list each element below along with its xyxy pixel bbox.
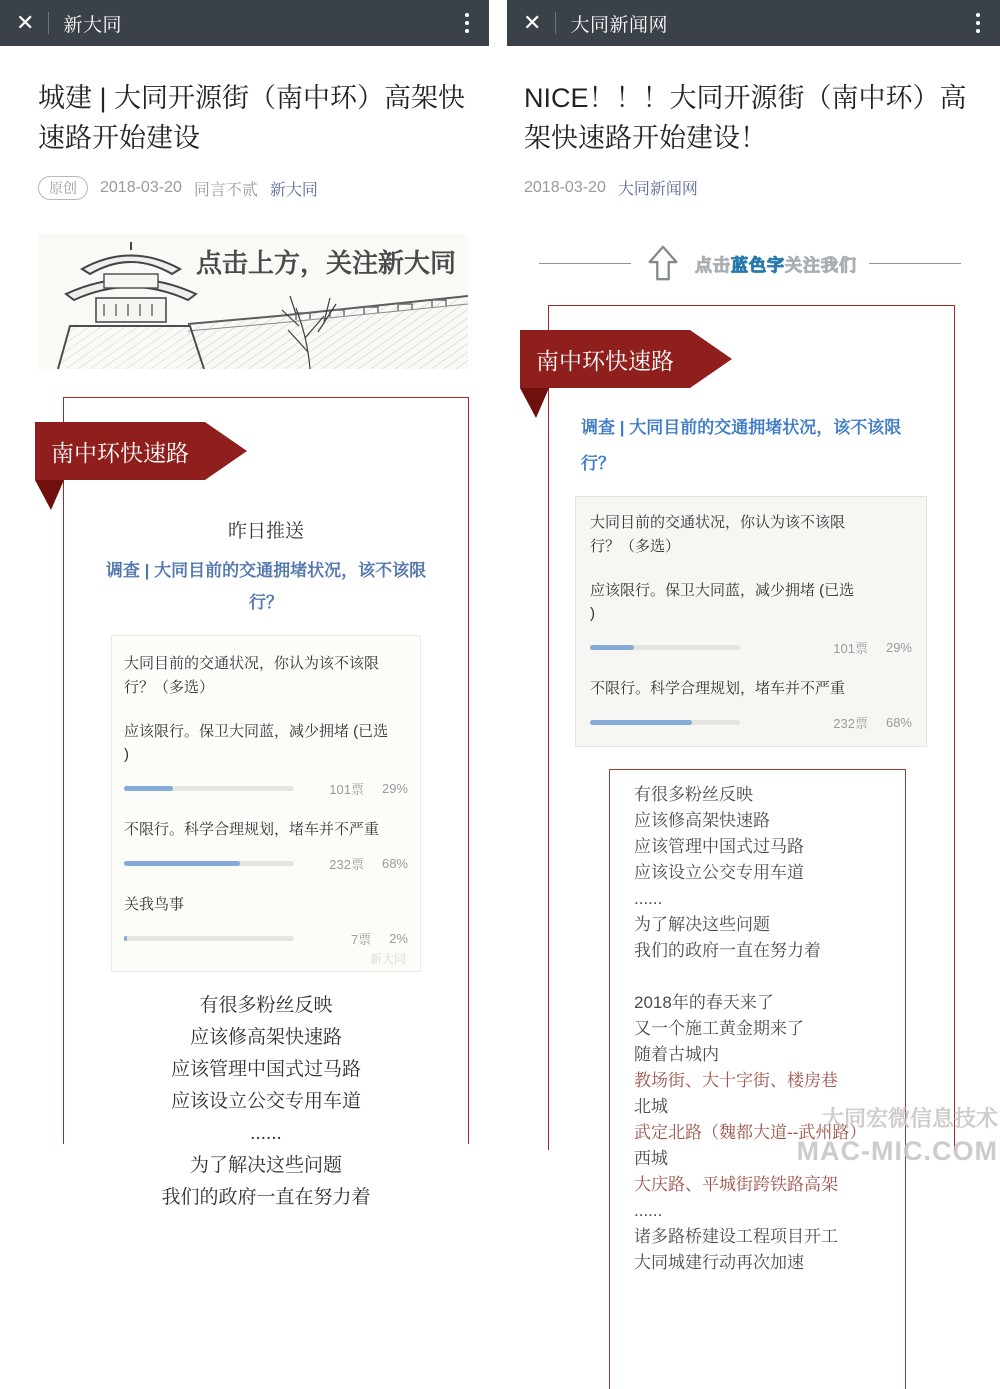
site-watermark — [797, 1103, 998, 1167]
paragraph-line: 为了解决这些问题 — [189, 1155, 342, 1176]
up-arrow-icon — [643, 243, 683, 283]
close-icon[interactable]: ✕ — [16, 10, 35, 35]
poll-result-row — [124, 779, 408, 798]
paragraph-line: 教场街、大十字街、楼房巷 — [634, 1071, 838, 1090]
paragraph-line: 应该设立公交专用车道 — [634, 863, 804, 882]
follow-prefix: 点击 — [695, 255, 731, 275]
left-titlebar — [0, 0, 489, 46]
vote-count: 101票 — [833, 641, 868, 656]
titlebar-divider — [48, 12, 49, 34]
poll-article-link[interactable]: 调查 | 大同目前的交通拥堵状况，该不该限行？ — [581, 418, 902, 473]
paragraph-line: ...... — [634, 889, 663, 908]
kebab-menu-icon[interactable] — [461, 9, 473, 37]
poll-result-row — [590, 713, 912, 732]
author-name: 同言不贰 — [193, 181, 258, 199]
poll-screenshot — [111, 635, 421, 972]
poll-option-label — [124, 818, 408, 841]
inner-red-text-box — [609, 769, 906, 1389]
vote-count: 232票 — [329, 857, 364, 872]
paragraph-line: ...... — [250, 1123, 282, 1144]
watermark-line1: 大同宏微信息技术 — [821, 1106, 998, 1131]
poll-watermark: 新大同 — [369, 952, 406, 966]
vote-count: 7票 — [350, 932, 372, 947]
poll-article-link[interactable]: 调查 | 大同目前的交通拥堵状况，该不该限行？ — [105, 561, 427, 612]
app-title: 大同新闻网 — [570, 14, 668, 36]
kebab-menu-icon[interactable] — [972, 9, 984, 37]
bar-track — [124, 861, 294, 866]
section-ribbon — [520, 330, 732, 420]
red-frame-box — [51, 397, 469, 1208]
bar-track — [124, 936, 294, 941]
bar-fill — [124, 861, 240, 866]
paragraph-line: ...... — [634, 1201, 663, 1220]
paragraph-line: 大庆路、平城街跨铁路高架 — [634, 1175, 838, 1194]
poll-option-text: 不限行。科学合理规划，堵车并不严重 — [590, 680, 846, 697]
original-badge: 原创 — [38, 176, 88, 200]
vote-percent: 29% — [885, 640, 912, 655]
vote-percent: 68% — [885, 715, 912, 730]
poll-option-text-wrap: ) — [590, 605, 595, 622]
account-link[interactable]: 新大同 — [269, 181, 318, 199]
article-title: 城建 | 大同开源街（南中环）高架快速路开始建设 — [38, 83, 466, 153]
account-link[interactable]: 大同新闻网 — [617, 181, 698, 198]
article-title: NICE！！！大同开源街（南中环）高架快速路开始建设！ — [524, 83, 967, 153]
poll-option-text: 不限行。科学合理规划，堵车并不严重 — [124, 821, 380, 838]
article-meta — [38, 176, 500, 200]
paragraph-line: 武定北路（魏都大道--武州路） — [634, 1123, 867, 1142]
paragraph-line: 为了解决这些问题 — [634, 915, 770, 934]
ribbon-label: 南中环快速路 — [536, 348, 674, 374]
divider-line — [539, 263, 631, 264]
right-article-screenshot — [500, 0, 1000, 1272]
yesterday-push-label: 昨日推送 — [227, 521, 304, 542]
app-title: 新大同 — [63, 14, 122, 36]
poll-option-label — [590, 677, 912, 700]
banner-caption: 点击上方，关注新大同 — [195, 248, 456, 278]
publish-date: 2018-03-20 — [100, 179, 182, 196]
bar-track — [590, 720, 740, 725]
poll-option-text: 应该限行。保卫大同蓝，减少拥堵 (已选 — [590, 582, 855, 599]
bar-track — [590, 645, 740, 650]
paragraph-line: 诸多路桥建设工程项目开工 — [634, 1227, 838, 1246]
follow-caption — [695, 251, 857, 276]
left-article-screenshot — [0, 0, 500, 1208]
article-paragraph — [634, 782, 905, 964]
city-wall-sketch-image — [38, 234, 468, 369]
paragraph-line: 应该修高架快速路 — [634, 811, 770, 830]
paragraph-line: 北城 — [634, 1097, 668, 1116]
bar-fill — [590, 720, 692, 725]
vote-percent: 68% — [381, 856, 408, 871]
paragraph-line: 我们的政府一直在努力着 — [634, 941, 821, 960]
bar-fill — [590, 645, 634, 650]
bar-fill — [124, 936, 127, 941]
follow-highlight: 蓝色字 — [731, 255, 785, 275]
paragraph-line: 应该管理中国式过马路 — [170, 1059, 361, 1080]
vote-count: 101票 — [329, 782, 364, 797]
bar-fill — [124, 786, 173, 791]
poll-option-label — [124, 720, 408, 766]
paragraph-line: 应该管理中国式过马路 — [634, 837, 804, 856]
divider-line — [869, 263, 961, 264]
poll-option-text: 应该限行。保卫大同蓝，减少拥堵 (已选 — [124, 723, 389, 740]
bar-track — [124, 786, 294, 791]
poll-question: 大同目前的交通状况，你认为该不该限行？（多选） — [124, 655, 380, 696]
close-icon[interactable]: ✕ — [523, 10, 542, 35]
vote-percent: 29% — [381, 781, 408, 796]
poll-question: 大同目前的交通状况，你认为该不该限行？（多选） — [590, 514, 846, 555]
vote-count: 232票 — [833, 716, 868, 731]
poll-result-row — [590, 638, 912, 657]
article-meta — [524, 176, 1000, 199]
poll-result-row — [124, 929, 408, 948]
paragraph-line: 大同城建行动再次加速 — [634, 1253, 804, 1272]
follow-banner — [500, 243, 1000, 283]
poll-option-label — [124, 893, 408, 916]
paragraph-line: 2018年的春天来了 — [634, 993, 774, 1012]
paragraph-line: 又一个施工黄金期来了 — [634, 1019, 804, 1038]
poll-option-text: 关我鸟事 — [124, 896, 185, 913]
titlebar-divider — [555, 12, 556, 34]
watermark-line2: MAC-MIC.COM — [796, 1136, 998, 1166]
poll-screenshot — [575, 496, 927, 747]
section-ribbon — [35, 422, 247, 512]
paragraph-line: 有很多粉丝反映 — [199, 995, 333, 1016]
paragraph-line: 西城 — [634, 1149, 668, 1168]
follow-suffix: 关注我们 — [785, 255, 857, 275]
article-paragraph — [64, 990, 468, 1214]
paragraph-line: 随着古城内 — [634, 1045, 719, 1064]
poll-result-row — [124, 854, 408, 873]
ribbon-label: 南中环快速路 — [51, 440, 189, 466]
paragraph-line: 应该修高架快速路 — [189, 1027, 342, 1048]
poll-option-text-wrap: ) — [124, 746, 129, 763]
paragraph-line: 有很多粉丝反映 — [634, 785, 753, 804]
poll-option-label — [590, 579, 912, 625]
paragraph-line: 我们的政府一直在努力着 — [161, 1187, 371, 1208]
paragraph-line: 应该设立公交专用车道 — [170, 1091, 361, 1112]
right-titlebar — [507, 0, 1000, 46]
vote-percent: 2% — [389, 931, 408, 946]
publish-date: 2018-03-20 — [524, 178, 606, 196]
